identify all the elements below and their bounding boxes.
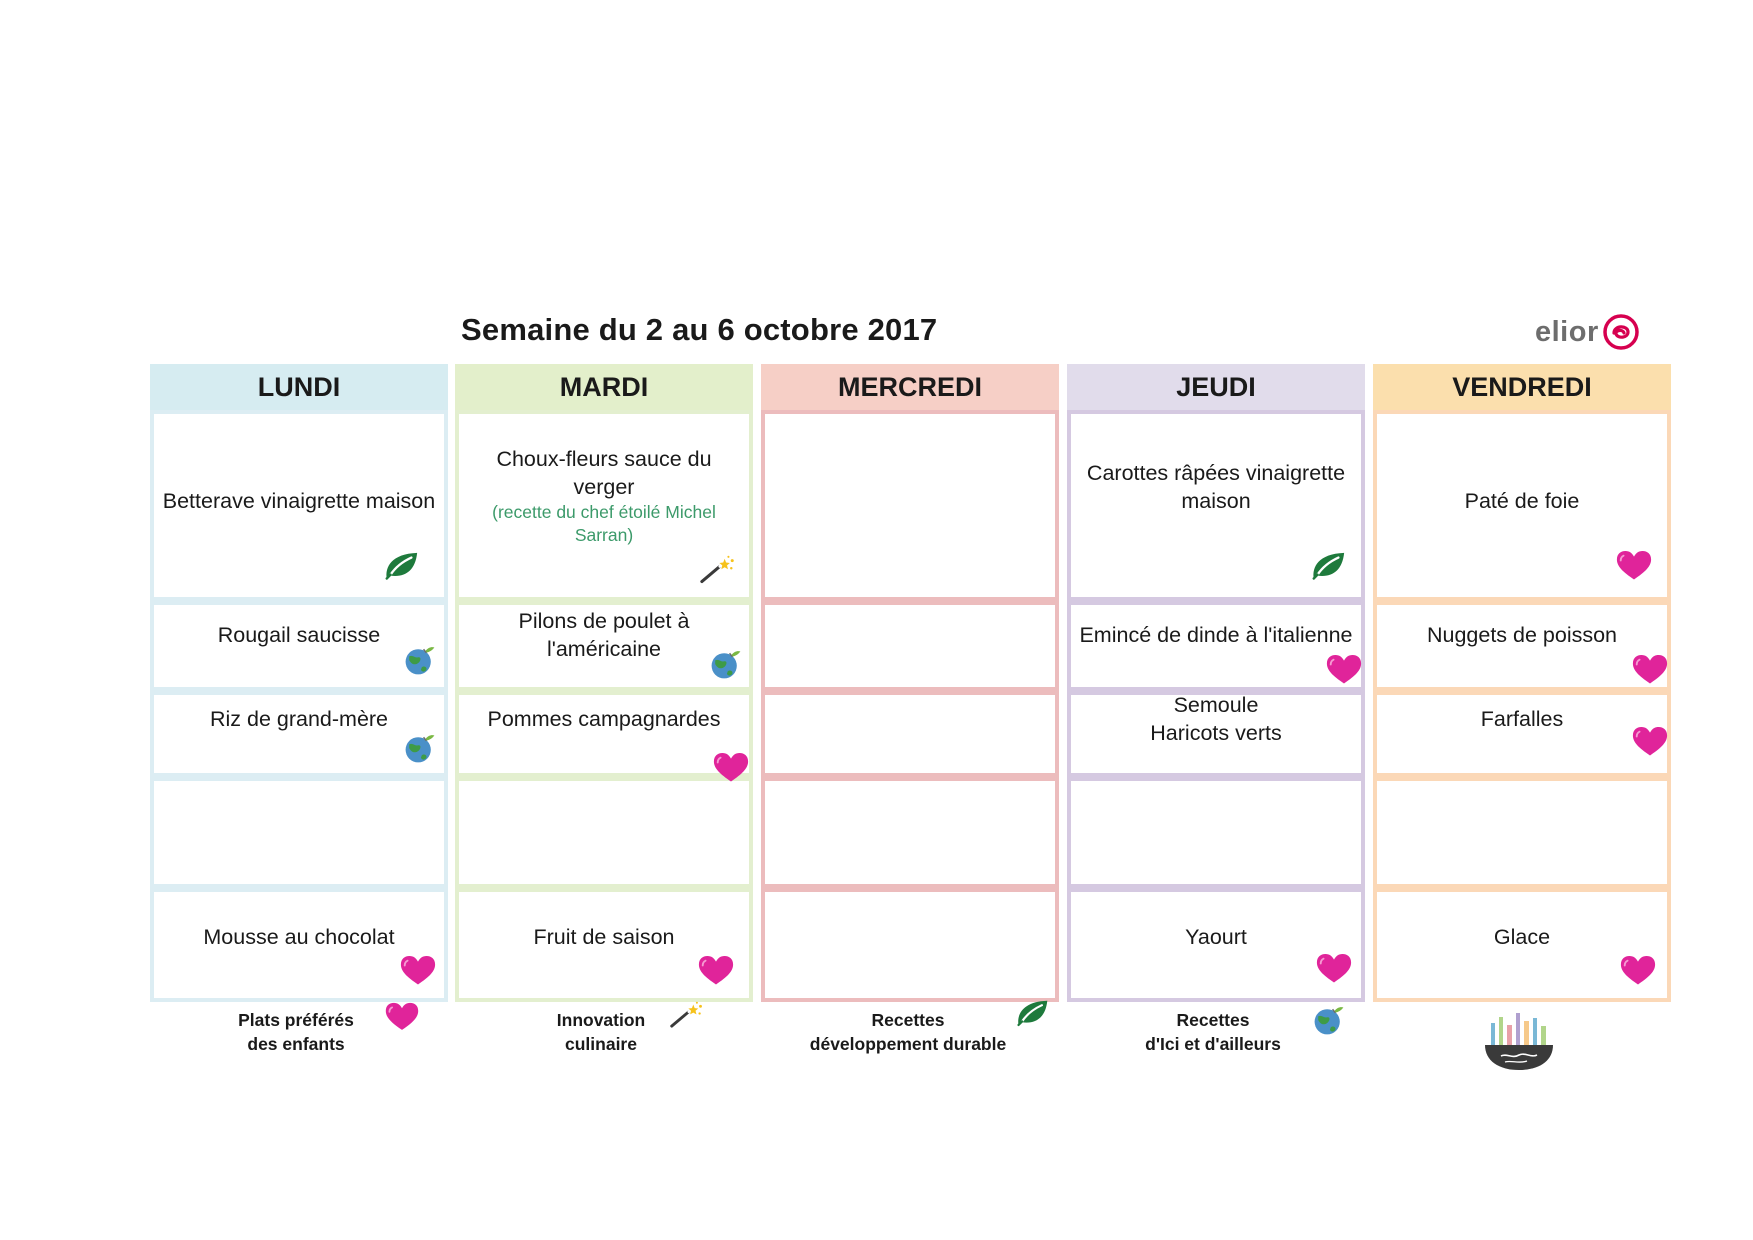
legend-label-line2: d'Ici et d'ailleurs: [1145, 1034, 1281, 1054]
dish-name: Rougail saucisse: [217, 622, 381, 647]
menu-cell-side-mardi: [455, 676, 753, 761]
legend-item: [778, 1008, 1038, 1056]
menu-cell-side-jeudi: [1067, 676, 1365, 761]
day-header-mardi: MARDI: [455, 364, 753, 410]
dish-name: Carottes râpées vinaigrette maison: [1086, 460, 1346, 513]
menu-cell-side-vendredi: [1373, 676, 1671, 761]
legend-label-line1: Recettes: [871, 1010, 945, 1030]
kitchen-utensils-badge-icon: [1479, 1000, 1559, 1085]
menu-cell-dairy-mardi: [455, 778, 753, 891]
dish-name: Nuggets de poisson: [1426, 622, 1618, 647]
dish-name: Yaourt: [1185, 925, 1247, 949]
day-header-lundi: LUNDI: [150, 364, 448, 410]
day-header-jeudi: JEUDI: [1067, 364, 1365, 410]
menu-cell-dairy-jeudi: [1067, 778, 1365, 891]
menu-cell-main-jeudi: [1067, 592, 1365, 677]
legend-item: [1083, 1008, 1343, 1056]
legend-label-line2: des enfants: [247, 1034, 345, 1054]
heart-icon: [1631, 726, 1669, 761]
dish-name: Mousse au chocolat: [203, 925, 395, 949]
menu-cell-main-vendredi: [1373, 592, 1671, 677]
legend-label-line2: développement durable: [809, 1034, 1007, 1054]
heart-icon: [1615, 550, 1653, 585]
dish-name: Pommes campagnardes: [487, 706, 721, 731]
dish-name: Paté de foie: [1464, 488, 1580, 513]
menu-cell-dairy-mercredi: [761, 778, 1059, 891]
day-header-vendredi: VENDREDI: [1373, 364, 1671, 410]
menu-cell-main-mercredi: [761, 592, 1059, 677]
dish-name: Pilons de poulet à l'américaine: [518, 608, 690, 661]
heart-icon: [384, 1002, 420, 1036]
magic-wand-icon: [699, 554, 737, 589]
menu-cell-dairy-lundi: [150, 778, 448, 891]
menu-cell-dessert-mercredi: [761, 883, 1059, 991]
magic-wand-icon: [669, 1000, 705, 1034]
dish-name: Glace: [1493, 925, 1551, 949]
dish-name: Riz de grand-mère: [209, 706, 389, 731]
day-header-mercredi: MERCREDI: [761, 364, 1059, 410]
legend-label-line1: Recettes: [1176, 1010, 1250, 1030]
dish-name: Betterave vinaigrette maison: [162, 488, 436, 513]
elior-logo: [1535, 311, 1639, 353]
dish-note: (recette du chef étoilé Michel Sarran): [492, 501, 716, 545]
heart-icon: [697, 955, 735, 990]
page-title: Semaine du 2 au 6 octobre 2017: [461, 312, 938, 347]
menu-cell-starter-mercredi: [761, 414, 1059, 597]
menu-cell-side-mercredi: [761, 676, 1059, 761]
legend-label-line2: culinaire: [565, 1034, 637, 1054]
menu-cell-dairy-vendredi: [1373, 778, 1671, 891]
legend-label-line1: Plats préférés: [238, 1010, 354, 1030]
dish-name: Fruit de saison: [533, 925, 675, 949]
dish-name: Semoule: [1173, 692, 1259, 717]
leaf-icon: [1014, 998, 1050, 1032]
globe-icon: [1311, 1002, 1347, 1043]
heart-icon: [399, 955, 437, 990]
elior-swirl-logo-icon: [1603, 314, 1639, 350]
brand-name: elior: [1535, 315, 1599, 348]
dish-name: Emincé de dinde à l'italienne: [1079, 622, 1353, 647]
leaf-icon: [382, 550, 420, 585]
heart-icon: [1315, 953, 1353, 988]
legend-label-line1: Innovation: [556, 1010, 646, 1030]
leaf-icon: [1309, 550, 1347, 585]
dish-name-secondary: Haricots verts: [1150, 720, 1282, 745]
globe-icon: [402, 730, 438, 771]
dish-name: Choux-fleurs sauce du verger: [496, 446, 712, 499]
dish-name: Farfalles: [1480, 706, 1564, 731]
heart-icon: [1619, 955, 1657, 990]
